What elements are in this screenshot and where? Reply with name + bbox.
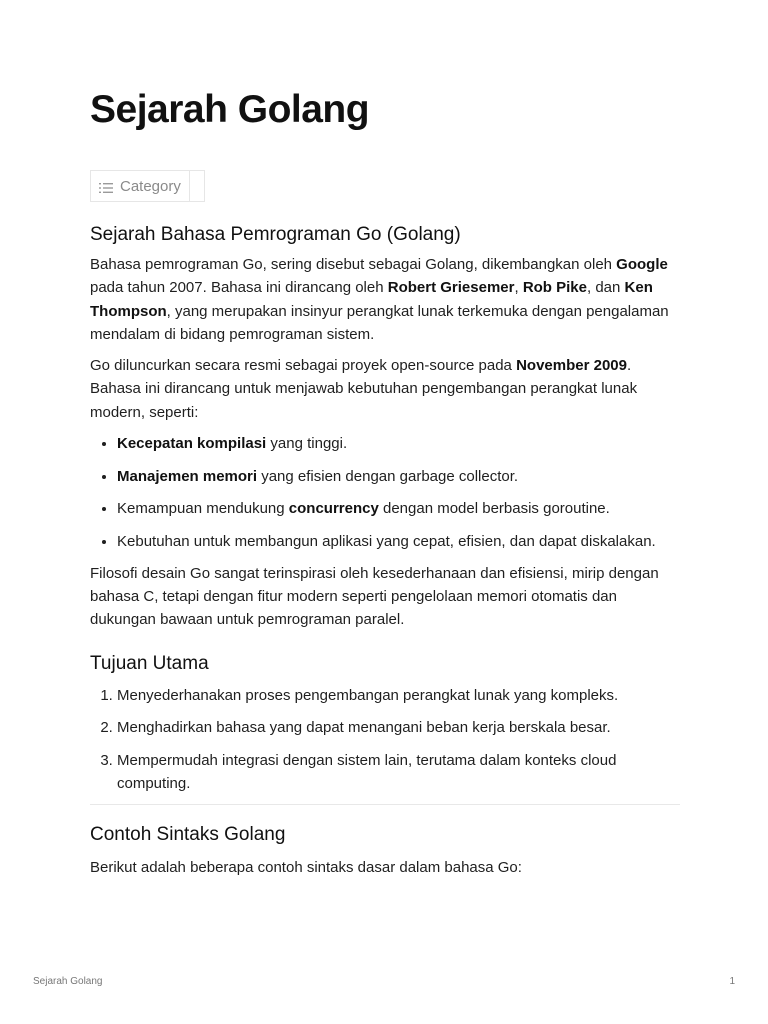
divider: [90, 804, 680, 805]
list-item: • Kemampuan mendukung concurrency dengan model berbasis goroutine.: [117, 497, 680, 520]
footer-doc-title: Sejarah Golang: [33, 976, 103, 987]
category-property-label[interactable]: [91, 171, 189, 201]
document-body: [90, 222, 680, 888]
category-property-value[interactable]: [189, 171, 204, 201]
category-label: Category: [120, 177, 181, 195]
page-title: Sejarah Golang: [90, 88, 370, 131]
footer-page-number: 1: [729, 976, 735, 987]
paragraph-syntax-intro: Berikut adalah beberapa contoh sintaks dasar dalam bahasa Go:: [90, 859, 522, 877]
paragraph-intro: Bahasa pemrograman Go, sering disebut sebagai Golang, dikembangkan oleh Google pada tahun 2007. Bahasa ini dirancang oleh Robert Griesemer, Rob Pike, dan Ken Thompson, yang merupakan insinyur perangkat lunak terkemuka dengan pengalaman mendalam di bidang pemrograman sistem.: [90, 256, 669, 343]
needs-bullet-list: [90, 432, 680, 553]
paragraph-launch: Go diluncurkan secara resmi sebagai proyek open-source pada November 2009. Bahasa ini dirancang untuk menjawab kebutuhan pengembangan perangkat lunak modern, seperti:: [90, 357, 638, 421]
paragraph-philosophy: Filosofi desain Go sangat terinspirasi oleh kesederhanaan dan efisiensi, mirip dengan bahasa C, tetapi dengan fitur modern seperti pengelolaan memori otomatis dan dukungan bawaan untuk pemrograman paralel.: [90, 564, 659, 629]
list-item: • Manajemen memori yang efisien dengan garbage collector.: [117, 465, 680, 488]
list-item: • Kebutuhan untuk membangun aplikasi yang cepat, efisien, dan dapat diskalakan.: [117, 530, 680, 553]
list-item: 3. Mempermudah integrasi dengan sistem lain, terutama dalam konteks cloud computing.: [117, 749, 680, 796]
section-heading-tujuan: Tujuan Utama: [90, 652, 209, 674]
list-item: 1. Menyederhanakan proses pengembangan perangkat lunak yang kompleks.: [117, 684, 680, 707]
list-item: 2. Menghadirkan bahasa yang dapat menangani beban kerja berskala besar.: [117, 716, 680, 739]
property-row: [90, 170, 205, 202]
goals-numbered-list: [90, 684, 680, 796]
section-heading-sejarah: Sejarah Bahasa Pemrograman Go (Golang): [90, 224, 461, 245]
section-heading-contoh: Contoh Sintaks Golang: [90, 824, 286, 846]
list-item: • Kecepatan kompilasi yang tinggi.: [117, 432, 680, 455]
list-icon: [99, 182, 113, 194]
